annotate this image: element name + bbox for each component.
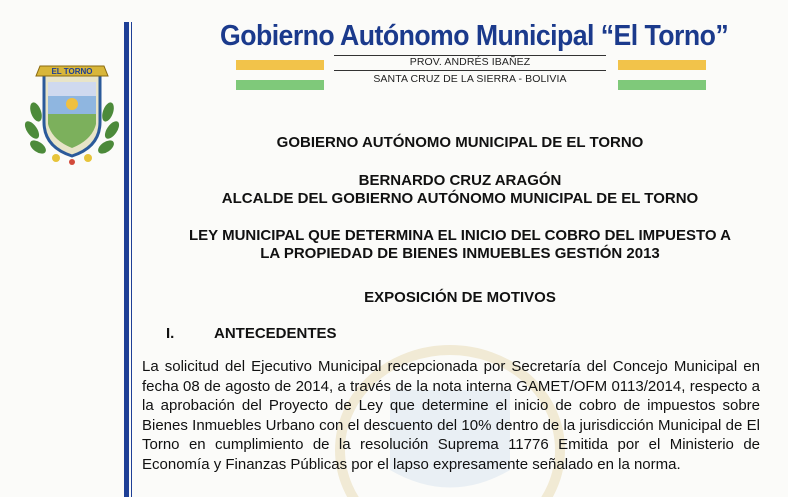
subsection-number: I. (166, 325, 175, 342)
municipal-emblem-icon (22, 52, 122, 167)
header-stripe-orange-right (618, 60, 706, 70)
law-title-line1: LEY MUNICIPAL QUE DETERMINA EL INICIO DEL COBRO DEL IMPUESTO A (189, 227, 731, 244)
header-stripe-orange-left (236, 60, 324, 70)
institution-title: Gobierno Autónomo Municipal “El Torno” (220, 20, 729, 52)
margin-rule-thick (124, 22, 129, 497)
header-rule-mid (334, 70, 606, 71)
section-title: EXPOSICIÓN DE MOTIVOS (364, 289, 556, 306)
subsection-title: ANTECEDENTES (214, 325, 337, 342)
header-stripe-green-right (618, 80, 706, 90)
emblem-label: EL TORNO (51, 67, 93, 76)
header-stripe-green-left (236, 80, 324, 90)
city-line: SANTA CRUZ DE LA SIERRA - BOLIVIA (373, 73, 567, 85)
issuer-line: GOBIERNO AUTÓNOMO MUNICIPAL DE EL TORNO (276, 134, 644, 151)
province-line: PROV. ANDRÉS IBAÑEZ (409, 56, 531, 68)
mayor-role: ALCALDE DEL GOBIERNO AUTÓNOMO MUNICIPAL DE EL TORNO (221, 190, 699, 207)
law-title-line2: LA PROPIEDAD DE BIENES INMUEBLES GESTIÓN 2013 (260, 245, 660, 262)
background-paragraph: La solicitud del Ejecutivo Municipal recepcionada por Secretaría del Concejo Municipal en fecha 08 de agosto de 2014, a través de la nota interna GAMET/OFM 0113/2014, respecto a la aprobación del Proyecto de Ley que determine el inicio de cobro de impuestos sobre Bienes Inmuebles Urbano con el descuento del 10% dentro de la jurisdicción Municipal de El Torno en cumplimiento de la resolución Suprema 11776 Emitida por el Ministerio de Economía y Finanzas Públicas por el lapso expresamente señalado en la norma. (142, 358, 760, 473)
mayor-name: BERNARDO CRUZ ARAGÓN (358, 172, 562, 189)
